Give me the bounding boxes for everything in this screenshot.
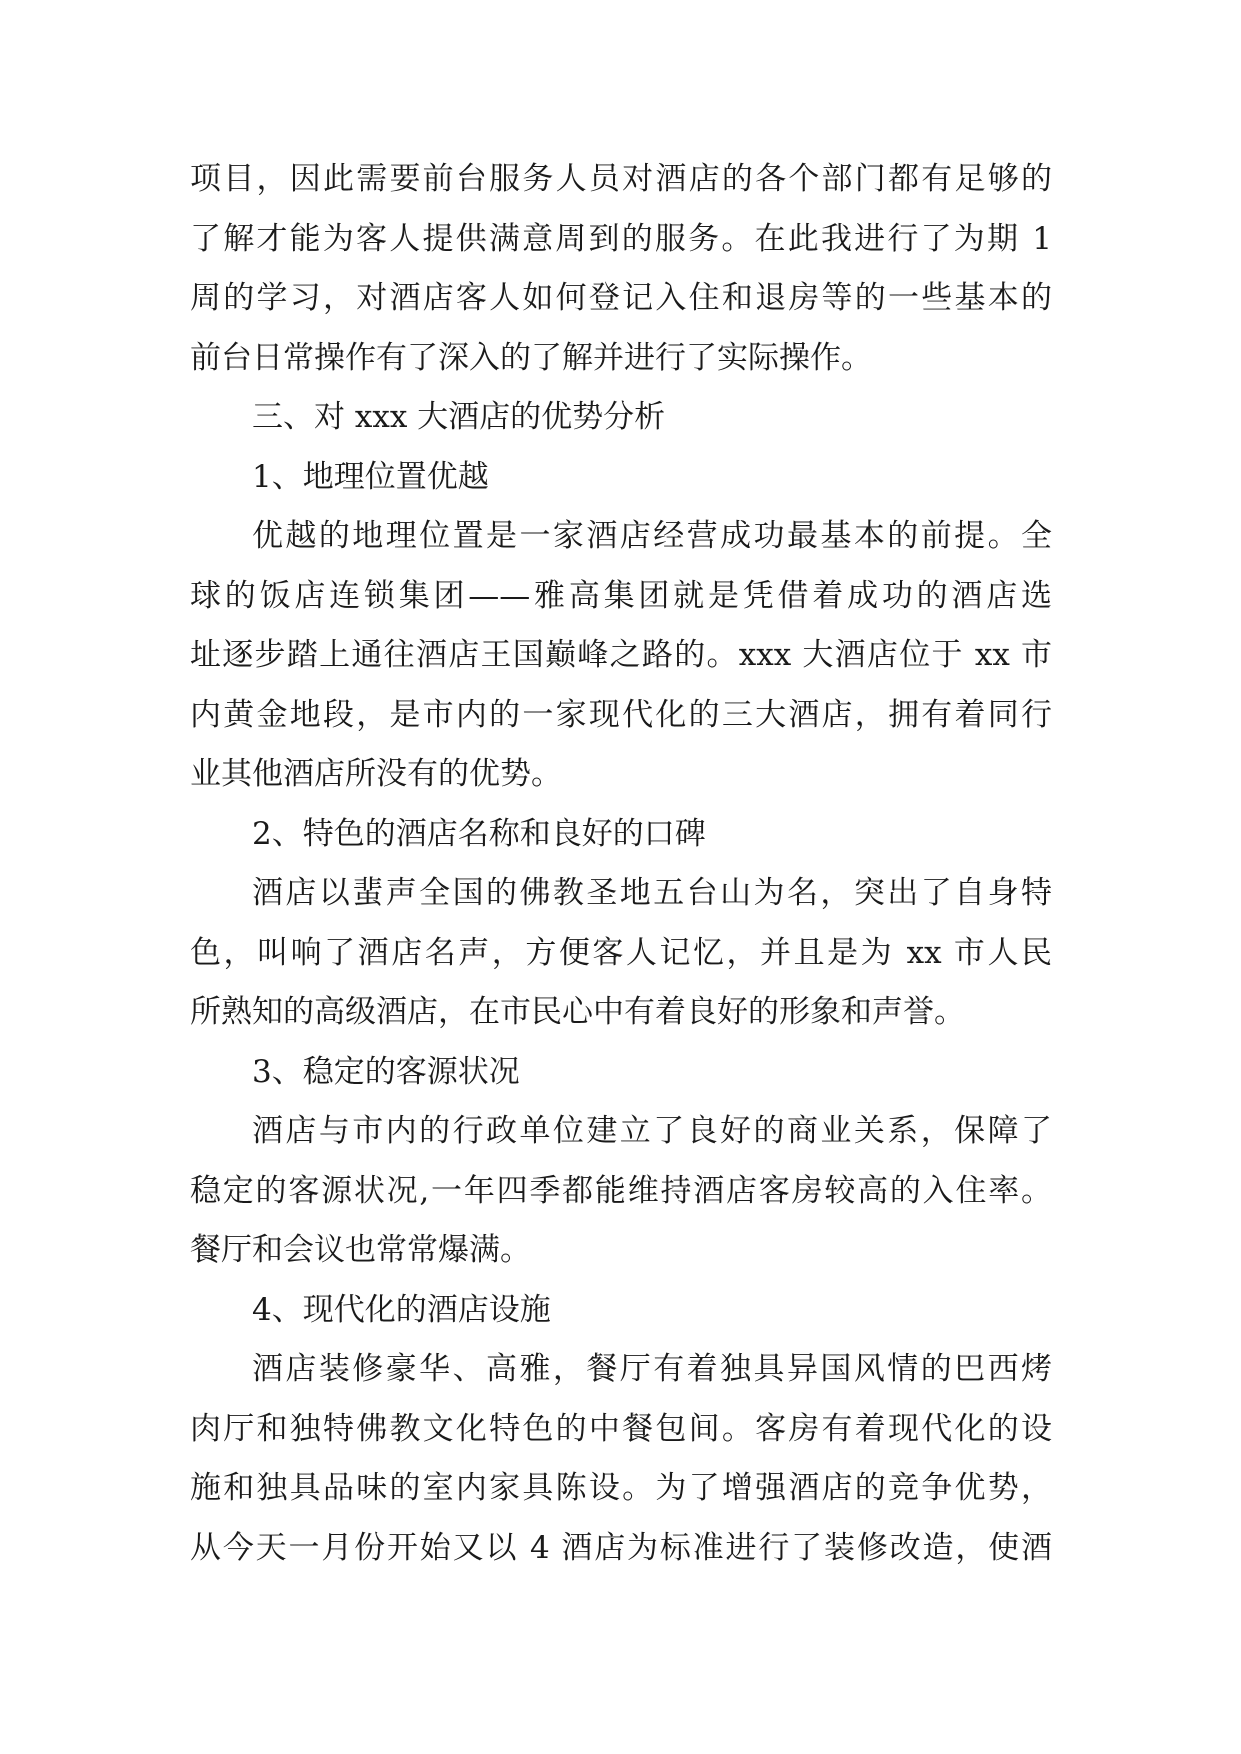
paragraph-line: 内黄金地段，是市内的一家现代化的三大酒店，拥有着同行 <box>190 696 1052 733</box>
paragraph-line: 业其他酒店所没有的优势。 <box>190 756 562 792</box>
paragraph-line: 所熟知的高级酒店，在市民心中有着良好的形象和声誉。 <box>190 994 965 1030</box>
paragraph-line: 球的饭店连锁集团——雅高集团就是凭借着成功的酒店选 <box>190 577 1052 614</box>
paragraph-line: 酒店以蜚声全国的佛教圣地五台山为名，突出了自身特 <box>252 875 1052 911</box>
paragraph-line: 优越的地理位置是一家酒店经营成功最基本的前提。全 <box>252 518 1052 554</box>
paragraph-line: 肉厅和独特佛教文化特色的中餐包间。客房有着现代化的设 <box>190 1410 1052 1447</box>
document-page <box>190 150 1052 1578</box>
paragraph-line: 址逐步踏上通往酒店王国巅峰之路的。xxx 大酒店位于 xx 市 <box>190 637 1052 673</box>
paragraph-line: 稳定的客源状况,一年四季都能维持酒店客房较高的入住率。 <box>190 1172 1052 1209</box>
section-heading: 三、对 xxx 大酒店的优势分析 <box>252 399 666 435</box>
paragraph-line: 项目，因此需要前台服务人员对酒店的各个部门都有足够的 <box>190 161 1052 197</box>
paragraph-line: 餐厅和会议也常常爆满。 <box>190 1232 531 1268</box>
paragraph-line: 了解才能为客人提供满意周到的服务。在此我进行了为期 1 <box>190 220 1052 257</box>
paragraph-line: 色，叫响了酒店名声，方便客人记忆，并且是为 xx 市人民 <box>190 934 1052 971</box>
paragraph-line: 周的学习，对酒店客人如何登记入住和退房等的一些基本的 <box>190 280 1052 316</box>
paragraph-line: 酒店与市内的行政单位建立了良好的商业关系，保障了 <box>252 1113 1052 1149</box>
subsection-heading: 3、稳定的客源状况 <box>252 1053 520 1090</box>
subsection-heading: 2、特色的酒店名称和良好的口碑 <box>252 815 706 852</box>
paragraph-line: 酒店装修豪华、高雅，餐厅有着独具异国风情的巴西烤 <box>252 1351 1052 1387</box>
subsection-heading: 1、地理位置优越 <box>252 458 489 495</box>
paragraph-line: 从今天一月份开始又以 4 酒店为标准进行了装修改造，使酒 <box>190 1529 1052 1566</box>
subsection-heading: 4、现代化的酒店设施 <box>252 1291 551 1328</box>
paragraph-line: 前台日常操作有了深入的了解并进行了实际操作。 <box>190 339 872 376</box>
paragraph-line: 施和独具品味的室内家具陈设。为了增强酒店的竞争优势， <box>190 1470 1052 1506</box>
